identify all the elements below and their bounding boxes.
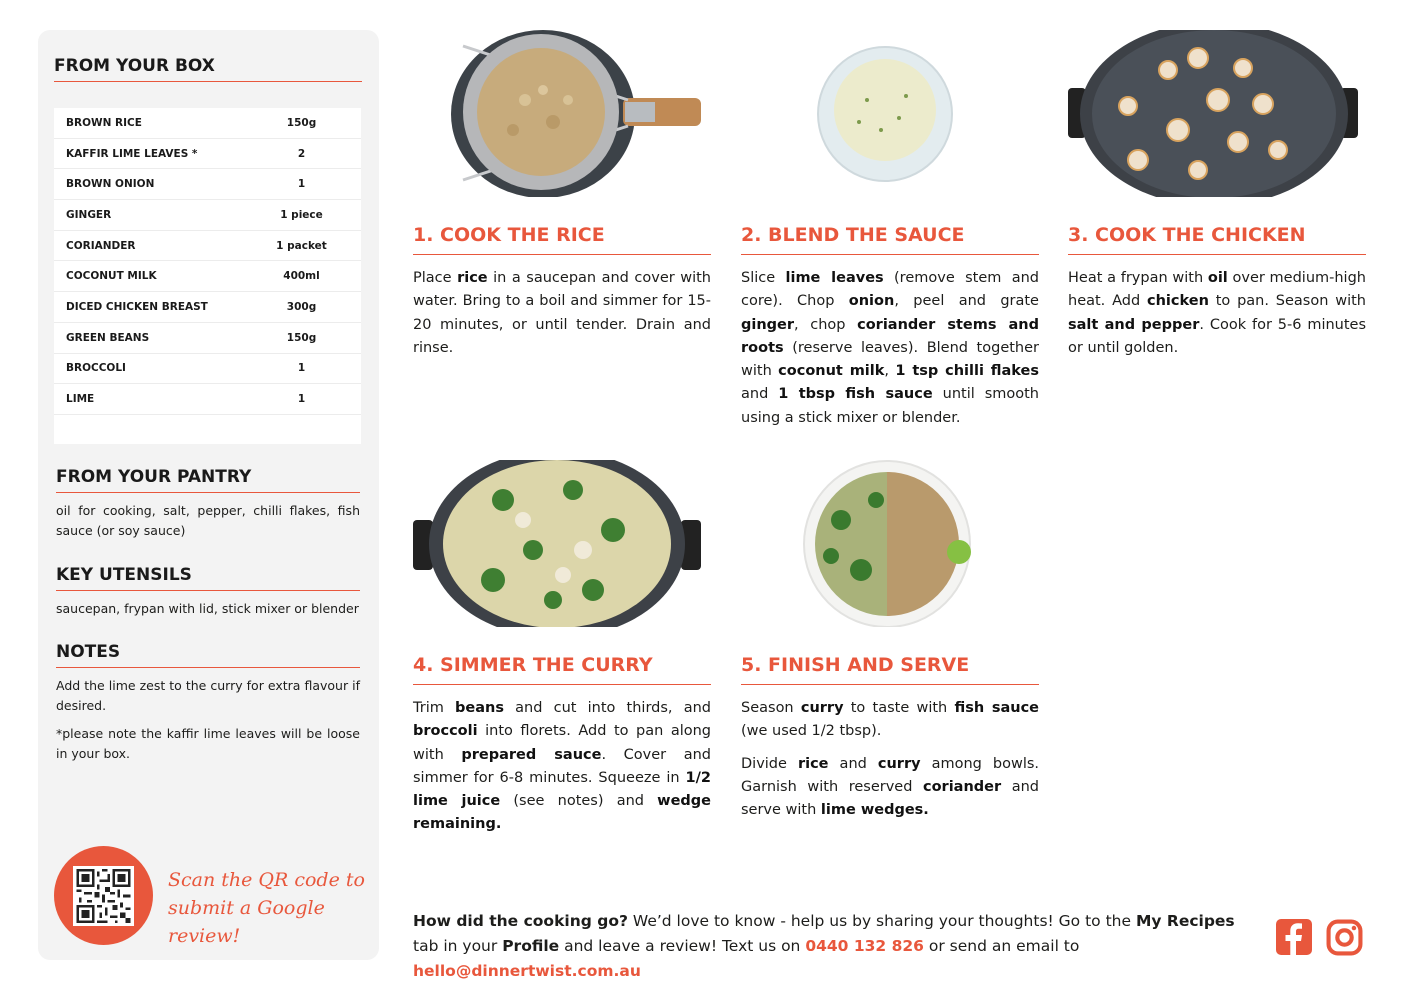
step-text: . Cover and simmer for 6-8 minutes. Squeeze in [413,746,711,786]
step-keyword: chicken [1147,293,1209,310]
ingredient-qty: 300g [286,300,317,313]
step-keyword: curry [877,755,921,772]
step-text: , [884,363,896,380]
step-keyword: beans [455,700,504,716]
email-link[interactable]: hello@dinnertwist.com.au [413,962,641,980]
step-keyword: coconut milk [778,363,885,380]
step-text: into florets. Add to pan along with [413,723,711,763]
step-text: and [741,386,779,403]
ingredient-row [54,169,361,200]
ingredient-qty: 1 [297,178,306,191]
ingredient-qty: 150g [286,331,317,344]
step-keyword: onion [848,293,895,310]
step-paragraph [741,697,1039,744]
step-5-body [741,697,1039,822]
ingredient-name: GREEN BEANS [66,331,150,344]
step-text: Heat a frypan with [1068,270,1208,286]
step-4-title: 4. SIMMER THE CURRY [413,654,711,685]
step-keyword: coriander [922,778,1002,795]
qr-caption [168,866,368,950]
step-text: to taste with [843,700,955,716]
from-your-pantry-heading: FROM YOUR PANTRY [56,467,360,493]
step-text: in a saucepan and cover with water. Bring to a boil and simmer for 15-20 minutes, or until tender. Drain and rinse. [413,270,711,356]
step-keyword: 1 tbsp fish sauce [778,386,933,403]
step-text: over medium-high heat. Add [1068,270,1366,310]
step-text: (reserve leaves). Blend together with [741,339,1039,380]
step-text: Season [741,700,801,716]
step-paragraph [741,753,1039,823]
step-text: and cut into thirds, and [503,700,711,716]
ingredient-row [54,231,361,262]
step-text: to pan. Season with [1208,293,1366,310]
step-text: . Cook for 5-6 minutes or until golden. [1068,316,1367,356]
step-keyword: rice [457,270,488,286]
ingredient-name: CORIANDER [66,239,136,252]
step-text: among bowls. Garnish with reserved [741,755,1040,795]
key-utensils-heading: KEY UTENSILS [56,565,360,591]
step-text: Trim [413,700,456,716]
step-paragraph [1068,267,1366,360]
ingredients-table [54,108,361,444]
qr-caption-line2: submit a Google review! [168,897,325,947]
step-keyword: salt and pepper [1068,316,1200,333]
notes-kaffir-text: *please note the kaffir lime leaves will be loose in your box. [56,726,360,761]
ingredient-qty: 150g [286,116,317,129]
step-text: Slice [741,270,786,286]
rice-photo [413,30,701,197]
step-keyword: lime leaves [785,270,884,286]
step-keyword: 1/2 lime juice [413,769,711,810]
ingredient-qty: 400ml [283,270,320,283]
ingredient-name: KAFFIR LIME LEAVES * [66,147,198,160]
ingredient-qty: 1 piece [280,208,323,221]
step-paragraph [413,697,711,837]
step-text: and [828,755,878,772]
qr-caption-line1: Scan the QR code to [168,869,365,891]
ingredient-qty: 1 [297,362,306,375]
step-3-title: 3. COOK THE CHICKEN [1068,224,1366,255]
step-text: Place [413,270,458,286]
step-keyword: rice [797,755,829,772]
step-text: (we used 1/2 tbsp). [741,723,882,740]
ingredients-panel [38,30,379,960]
step-1-title: 1. COOK THE RICE [413,224,711,255]
ingredient-row [54,323,361,354]
step-text: until smooth using a stick mixer or blender. [741,386,1040,426]
step-text: and serve with [741,778,1039,819]
step-keyword: lime wedges. [820,802,929,819]
footer-text-4: or send an email to [923,937,1080,955]
review-footer [413,909,1263,984]
notes-text: Add the lime zest to the curry for extra flavour if desired. [56,678,360,713]
step-2-body [741,267,1039,430]
ingredient-name: LIME [66,393,95,406]
footer-question: How did the cooking go? [413,912,628,930]
step-4-body [413,697,711,837]
step-keyword: oil [1207,270,1228,286]
ingredient-name: GINGER [66,208,112,221]
step-5-title: 5. FINISH AND SERVE [741,654,1039,685]
ingredient-row [54,292,361,323]
step-keyword: broccoli [413,723,478,740]
ingredient-row [54,384,361,415]
qr-badge[interactable] [54,846,153,945]
profile-link[interactable]: Profile [502,937,560,955]
ingredient-row [54,261,361,292]
chicken-photo [1068,30,1366,197]
step-keyword: coriander stems and roots [741,316,1039,356]
ingredient-qty: 2 [297,147,306,160]
ingredient-row [54,108,361,139]
step-2-title: 2. BLEND THE SAUCE [741,224,1039,255]
ingredient-name: BROWN RICE [66,116,142,129]
step-text: , chop [794,316,858,333]
step-3-body [1068,267,1366,360]
utensils-text: saucepan, frypan with lid, stick mixer or blender [56,601,359,616]
notes-heading: NOTES [56,642,360,668]
ingredient-qty: 1 packet [276,239,327,252]
ingredient-qty: 1 [297,393,306,406]
my-recipes-link[interactable]: My Recipes [1135,912,1235,930]
footer-text-1: We’d love to know - help us by sharing your thoughts! Go to the [627,912,1136,930]
step-text: Divide [741,755,798,772]
qr-code[interactable] [73,866,134,926]
step-keyword: ginger [741,316,795,333]
ingredient-row [54,354,361,385]
step-paragraph [741,267,1039,430]
step-keyword: curry [800,700,844,716]
ingredient-row [54,139,361,170]
sauce-photo [741,30,1039,197]
step-keyword: wedge remaining. [413,793,711,833]
curry-photo [413,460,701,627]
step-keyword: 1 tsp chilli flakes [895,363,1040,380]
step-text: , peel and grate [894,293,1039,310]
facebook-icon[interactable] [1276,919,1312,955]
ingredient-row [54,200,361,231]
footer-text-2: tab in your [413,937,503,955]
pantry-text: oil for cooking, salt, pepper, chilli flakes, fish sauce (or soy sauce) [56,503,360,538]
ingredient-name: COCONUT MILK [66,270,157,283]
ingredient-name: DICED CHICKEN BREAST [66,300,208,313]
step-text: (remove stem and core). Chop [741,270,1039,310]
phone-link[interactable]: 0440 132 826 [805,937,924,955]
step-text: (see notes) and [500,793,658,810]
ingredient-name: BROWN ONION [66,178,155,191]
ingredient-name: BROCCOLI [66,362,126,375]
instagram-icon[interactable] [1326,919,1363,956]
step-1-body [413,267,711,360]
footer-text-3: and leave a review! Text us on [559,937,806,955]
serve-photo [741,460,1039,627]
step-keyword: fish sauce [954,700,1039,716]
step-paragraph [413,267,711,360]
from-your-box-heading: FROM YOUR BOX [54,56,362,82]
step-keyword: prepared sauce [461,746,602,763]
